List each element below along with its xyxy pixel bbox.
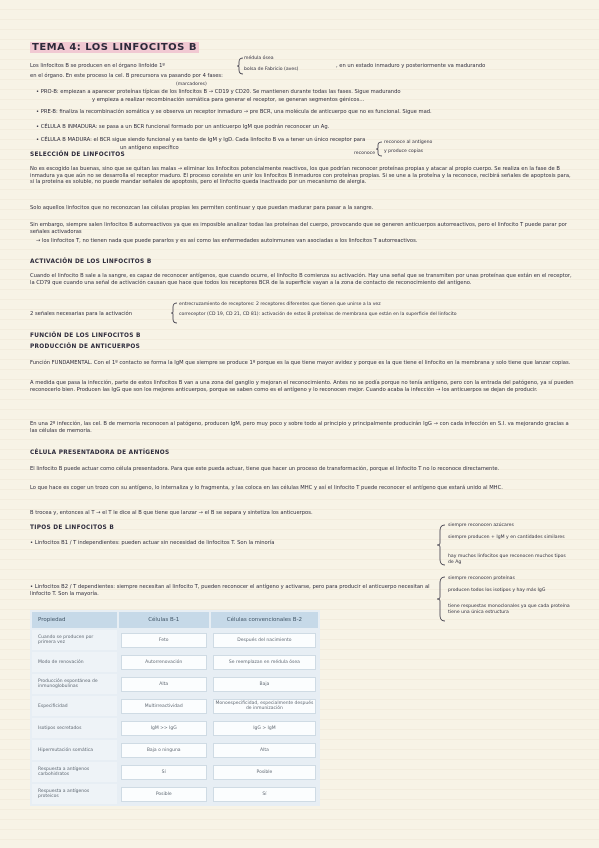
- table-cell: [119, 630, 209, 650]
- intro-line-1: Los linfocitos B se producen en el órgano linfoide 1º: [30, 63, 165, 69]
- heading-funcion: FUNCIÓN DE LOS LINFOCITOS B: [30, 333, 141, 339]
- table-cell: [211, 740, 318, 760]
- b2-note-3: tiene respuestas monoclonales ya que cada proteína tiene una única estructura: [448, 604, 570, 615]
- brace-item-2: bolsa de Fabricio (aves): [244, 67, 299, 72]
- heading-seleccion: SELECCIÓN DE LINFOCITOS: [30, 152, 125, 158]
- table-row: [32, 718, 318, 738]
- phase-inmadura: • CÉLULA B INMADURA: se pasa a un BCR funcional formado por un anticuerpo IgM que podrán reconocer un Ag.: [36, 124, 330, 130]
- table-cell: [211, 652, 318, 672]
- table-row: [32, 696, 318, 716]
- table-cell-value: Sí: [213, 787, 316, 802]
- table-cell: [119, 762, 209, 782]
- subheading-produccion: PRODUCCIÓN DE ANTICUERPOS: [30, 344, 141, 350]
- phase-pre-b: • PRE-B: finaliza la recombinación somática y se observa un receptor inmaduro → pre BCR, una molécula de anticuerpo que no es funcional. Sigue mad.: [36, 109, 432, 115]
- b2-note-1: siempre reconocen proteínas: [448, 576, 515, 581]
- presentadora-p3: B trocea y, entonces al T → el T le dice al B que tiene que lanzar → el B se separa y sintetiza los anticuerpos.: [30, 510, 313, 516]
- phase-madura: • CÉLULA B MADURA: el BCR sigue siendo funcional y es tanto de IgM y IgD. Cada linfocito B va a tener un único receptor para: [36, 137, 366, 143]
- b1-note-2: siempre producen + IgM y en cantidades similares: [448, 535, 565, 540]
- table-cell-value: IgM >> IgG: [121, 721, 207, 736]
- table-cell: [211, 674, 318, 694]
- activacion-signal-1: entrecruzamiento de receptores: 2 receptores diferentes que tienen que unirse a la vez: [179, 302, 381, 307]
- table-cell: [119, 784, 209, 804]
- marcadores-note: (marcadores): [176, 82, 207, 87]
- table-cell: Especificidad: [32, 696, 117, 716]
- table-row: [32, 784, 318, 804]
- table-cell-value: Alta: [213, 743, 316, 758]
- brace-item-1: médula ósea: [244, 56, 274, 61]
- tipos-b1: • Linfocitos B1 / T independientes: pueden actuar sin necesidad de linfocitos T. Son la minoría: [30, 540, 275, 546]
- table-row: [32, 674, 318, 694]
- table-cell-value: Posible: [213, 765, 316, 780]
- table-body: [32, 630, 318, 804]
- table-cell: Cuando se producen por primera vez: [32, 630, 117, 650]
- table-cell-value: Baja: [213, 677, 316, 692]
- table-row: [32, 630, 318, 650]
- table-cell: [119, 740, 209, 760]
- tipos-b2: • Linfocitos B2 / T dependientes: siempre necesitan al linfocito T, pueden reconocer el antígeno y activarse, pero para producir el anticuerpo necesitan al linfocito T. Son la mayoría.: [30, 584, 430, 597]
- activacion-signals-label: 2 señales necesarias para la activación: [30, 311, 133, 317]
- brace-icon: [436, 575, 446, 623]
- table-header: Células B-1: [119, 612, 209, 628]
- funcion-p1: Función FUNDAMENTAL. Con el 1º contacto se forma la IgM que siempre se produce 1º porque es la que tiene mayor avidez y porque es la que tiene el linfocito en la membrana y solo tiene que lanzar copias.: [30, 360, 571, 366]
- presentadora-p1: El linfocito B puede actuar como célula presentadora. Para que este pueda actuar, tiene que hacer un proceso de transformación, porque el linfocito T no lo reconoce directamente.: [30, 466, 500, 472]
- table-cell: [119, 718, 209, 738]
- table-cell-value: Feto: [121, 633, 207, 648]
- brace-icon: [375, 141, 383, 157]
- table-cell: [119, 696, 209, 716]
- table-cell-value: Multirreactividad: [121, 699, 207, 714]
- table-cell-value: Alta: [121, 677, 207, 692]
- table-cell-value: Autorrenovación: [121, 655, 207, 670]
- phase-madura-brace-left: reconoce: [354, 151, 376, 156]
- heading-activacion: ACTIVACIÓN DE LOS LINFOCITOS B: [30, 259, 152, 265]
- intro-line-1-end: , en un estado inmaduro y posteriormente va madurando: [336, 63, 486, 69]
- heading-presentadora: CÉLULA PRESENTADORA DE ANTÍGENOS: [30, 450, 170, 456]
- phase-pro-b: • PRO-B: empiezan a aparecer proteínas típicas de los linfocitos B → CD19 y CD20. Se mantienen durante todas las fases. Sigue madurando: [36, 89, 401, 95]
- table-cell: [211, 696, 318, 716]
- phase-madura-2: un antígeno específico: [120, 145, 179, 151]
- page-title: [30, 42, 199, 53]
- table-cell: Respuesta a antígenos carbohidratos: [32, 762, 117, 782]
- comparison-table: [30, 610, 320, 806]
- table-cell: [211, 784, 318, 804]
- table-row: [32, 740, 318, 760]
- funcion-p3: En una 2º infección, las cel. B de memoria reconocen al patógeno, producen IgM, pero muy poco y sobre todo al principio y principalmente producirán IgG → con cada infección en S.I. va mejorando gracias a las células de memoria.: [30, 421, 569, 434]
- table-cell: [211, 762, 318, 782]
- table-cell-value: Posible: [121, 787, 207, 802]
- phase-pro-b-2: y empieza a realizar recombinación somática para generar el receptor, se generan segmentos génicos...: [92, 97, 365, 103]
- activacion-p1: Cuando el linfocito B sale a la sangre, es capaz de reconocer antígenos, que cuando ocurre, el linfocito B comienza su activación. Hay una señal que se transmiten por unas proteínas que están en el receptor, la CD79 que cuando una señal de activación causan que hace que todos los receptores BCR de la superficie vayan a la zona de contacto de reconocimiento del antígeno.: [30, 273, 572, 286]
- title-text: TEMA 4: LOS LINFOCITOS B: [32, 42, 197, 53]
- table-cell-value: Después del nacimiento: [213, 633, 316, 648]
- table-cell: [119, 652, 209, 672]
- seleccion-p4: → los linfocitos T, no tienen nada que puede pararlos y es así como las enfermedades autoinmunes van asociadas a los linfocitos T autorreactivos.: [36, 238, 418, 244]
- table-cell-value: Sí: [121, 765, 207, 780]
- presentadora-p2: Lo que hace es coger un trozo con su antígeno, lo internaliza y lo fragmenta, y las coloca en las células MHC y así el linfocito T puede reconocer el antígeno que estará unido al MHC.: [30, 485, 503, 491]
- brace-icon: [236, 57, 244, 75]
- table-cell: [211, 630, 318, 650]
- brace-icon: [436, 523, 446, 567]
- table-row: [32, 652, 318, 672]
- activacion-signal-2: correceptor (CD 19, CD 21, CD 81): activación de estos B proteínas de membrana que están en la superficie del linfocito: [179, 312, 457, 317]
- table-cell: Hipermutación somática: [32, 740, 117, 760]
- phase-madura-brace-item-2: y produce copias: [384, 149, 424, 154]
- table-cell: [211, 718, 318, 738]
- b2-note-2: producen todos los isotipos y hay más IgG: [448, 588, 546, 593]
- table-header: Células convencionales B-2: [211, 612, 318, 628]
- funcion-p2: A medida que pasa la infección, parte de estos linfocitos B van a una zona del ganglio y mejoran el reconocimiento. Antes no se podía porque no tenía antígeno, pero con la entrada del patógeno, ya sí pueden reconocerlo bien. Producen las IgG que son los mejores anticuerpos, porque se saben como es el antígeno y lo reconocen mejor. Cuando acaba la infección → los anticuerpos se dejan de producir.: [30, 380, 574, 393]
- table-cell-value: IgG > IgM: [213, 721, 316, 736]
- intro-line-2: en el órgano. En este proceso la cel. B precursora va pasando por 4 fases:: [30, 73, 223, 79]
- table-header-row: [32, 612, 318, 628]
- table-cell: Respuesta a antígenos proteicos: [32, 784, 117, 804]
- table-cell: Producción espontánea de inmunoglobulinas: [32, 674, 117, 694]
- table-cell: Isotipos secretados: [32, 718, 117, 738]
- seleccion-p1: No es escogido las buenas, sino que se quitan las malas → eliminar los linfocitos potencialmente reactivos, los que podrían reconocer proteínas propias y atacar al propio cuerpo. Se realiza en la fase de B inmadura ya que aún no se desarrolla el receptor maduro. El proceso consiste en unir los linfocitos B inmaduros con proteínas propias. Si se une a la proteína y la reconoce, recibirá señales de apoptosis para, si la proteína es soluble, no puede mandar señales de apoptosis, pero el linfocito queda inactivado por un mecanismo de alergia.: [30, 166, 571, 186]
- table-cell-value: Monoespecificidad, especialmente después de inmunización: [213, 699, 316, 714]
- table-cell: Modo de renovación: [32, 652, 117, 672]
- heading-tipos: TIPOS DE LINFOCITOS B: [30, 525, 115, 531]
- table-cell: [119, 674, 209, 694]
- b1-note-1: siempre reconocen azúcares: [448, 523, 514, 528]
- seleccion-p2: Solo aquellos linfocitos que no reconozcan las células propias les permiten continuar y que puedan madurar para pasar a la sangre.: [30, 205, 374, 211]
- b1-note-3: hay muchos linfocitos que reconocen muchos tipos de Ag: [448, 554, 566, 565]
- table-cell-value: Baja o ninguna: [121, 743, 207, 758]
- table-cell-value: Se reemplazan en médula ósea: [213, 655, 316, 670]
- table-row: [32, 762, 318, 782]
- table-header: Propiedad: [32, 612, 117, 628]
- brace-icon: [170, 302, 178, 324]
- phase-madura-brace-item-1: reconoce al antígeno: [384, 140, 433, 145]
- seleccion-p3: Sin embargo, siempre salen linfocitos B autorreactivos ya que es imposible analizar todas las proteínas del cuerpo, provocando que se generen anticuerpos autorreactivos, pero el linfocito T puede parar por señales activadoras: [30, 222, 567, 235]
